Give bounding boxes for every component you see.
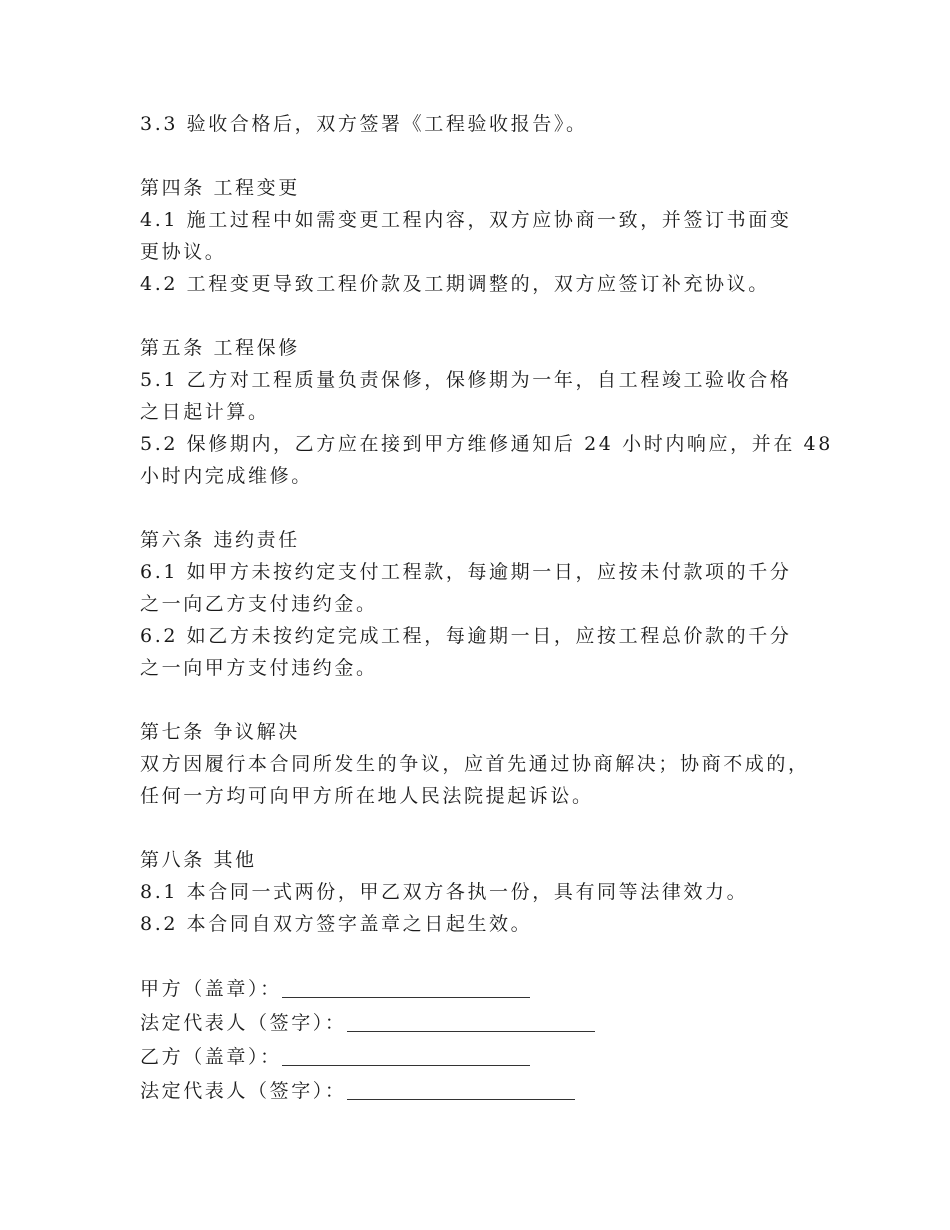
paragraph-gap xyxy=(140,684,840,716)
section-8-heading: 第八条 其他 xyxy=(140,849,257,871)
clause-6-1: 6.1 如甲方未按约定支付工程款，每逾期一日，应按未付款项的千分 xyxy=(140,561,792,583)
party-a-seal-label: 甲方（盖章）： xyxy=(140,978,282,1000)
contract-page xyxy=(140,108,840,1108)
clause-6-2-cont: 之一向甲方支付违约金。 xyxy=(140,657,378,679)
clause-5-2-cont: 小时内完成维修。 xyxy=(140,465,313,487)
clause-5-1-cont: 之日起计算。 xyxy=(140,401,270,423)
party-b-seal-blank[interactable] xyxy=(282,1043,530,1066)
party-a-rep-row xyxy=(140,1006,840,1040)
section-4-heading: 第四条 工程变更 xyxy=(140,177,300,199)
party-a-seal-blank[interactable] xyxy=(282,975,530,998)
party-a-rep-signature-blank[interactable] xyxy=(347,1009,595,1032)
clause-8-1: 8.1 本合同一式两份，甲乙双方各执一份，具有同等法律效力。 xyxy=(140,881,749,903)
party-b-seal-row xyxy=(140,1040,840,1074)
clause-5-1: 5.1 乙方对工程质量负责保修，保修期为一年，自工程竣工验收合格 xyxy=(140,369,792,391)
party-a-seal-row xyxy=(140,972,840,1006)
clause-4-1-cont: 更协议。 xyxy=(140,241,227,263)
clause-4-1: 4.1 施工过程中如需变更工程内容，双方应协商一致，并签订书面变 xyxy=(140,209,792,231)
section-6-heading: 第六条 违约责任 xyxy=(140,529,300,551)
party-b-rep-label: 法定代表人（签字）： xyxy=(140,1080,347,1102)
clause-7-text: 双方因履行本合同所发生的争议，应首先通过协商解决；协商不成的， xyxy=(140,753,810,775)
paragraph-gap xyxy=(140,140,840,172)
party-b-rep-row xyxy=(140,1074,840,1108)
clause-5-2: 5.2 保修期内，乙方应在接到甲方维修通知后 24 小时内响应，并在 48 xyxy=(140,433,833,455)
paragraph-gap xyxy=(140,300,840,332)
clause-8-2: 8.2 本合同自双方签字盖章之日起生效。 xyxy=(140,913,533,935)
clause-6-2: 6.2 如乙方未按约定完成工程，每逾期一日，应按工程总价款的千分 xyxy=(140,625,792,647)
paragraph-gap xyxy=(140,492,840,524)
paragraph-gap xyxy=(140,940,840,972)
paragraph-gap xyxy=(140,812,840,844)
clause-3-3: 3.3 验收合格后，双方签署《工程验收报告》。 xyxy=(140,113,588,135)
party-b-rep-signature-blank[interactable] xyxy=(347,1077,575,1100)
party-b-seal-label: 乙方（盖章）： xyxy=(140,1046,282,1068)
clause-6-1-cont: 之一向乙方支付违约金。 xyxy=(140,593,378,615)
party-a-rep-label: 法定代表人（签字）： xyxy=(140,1012,347,1034)
clause-7-text-cont: 任何一方均可向甲方所在地人民法院提起诉讼。 xyxy=(140,785,594,807)
section-7-heading: 第七条 争议解决 xyxy=(140,721,300,743)
clause-4-2: 4.2 工程变更导致工程价款及工期调整的，双方应签订补充协议。 xyxy=(140,273,770,295)
section-5-heading: 第五条 工程保修 xyxy=(140,337,300,359)
